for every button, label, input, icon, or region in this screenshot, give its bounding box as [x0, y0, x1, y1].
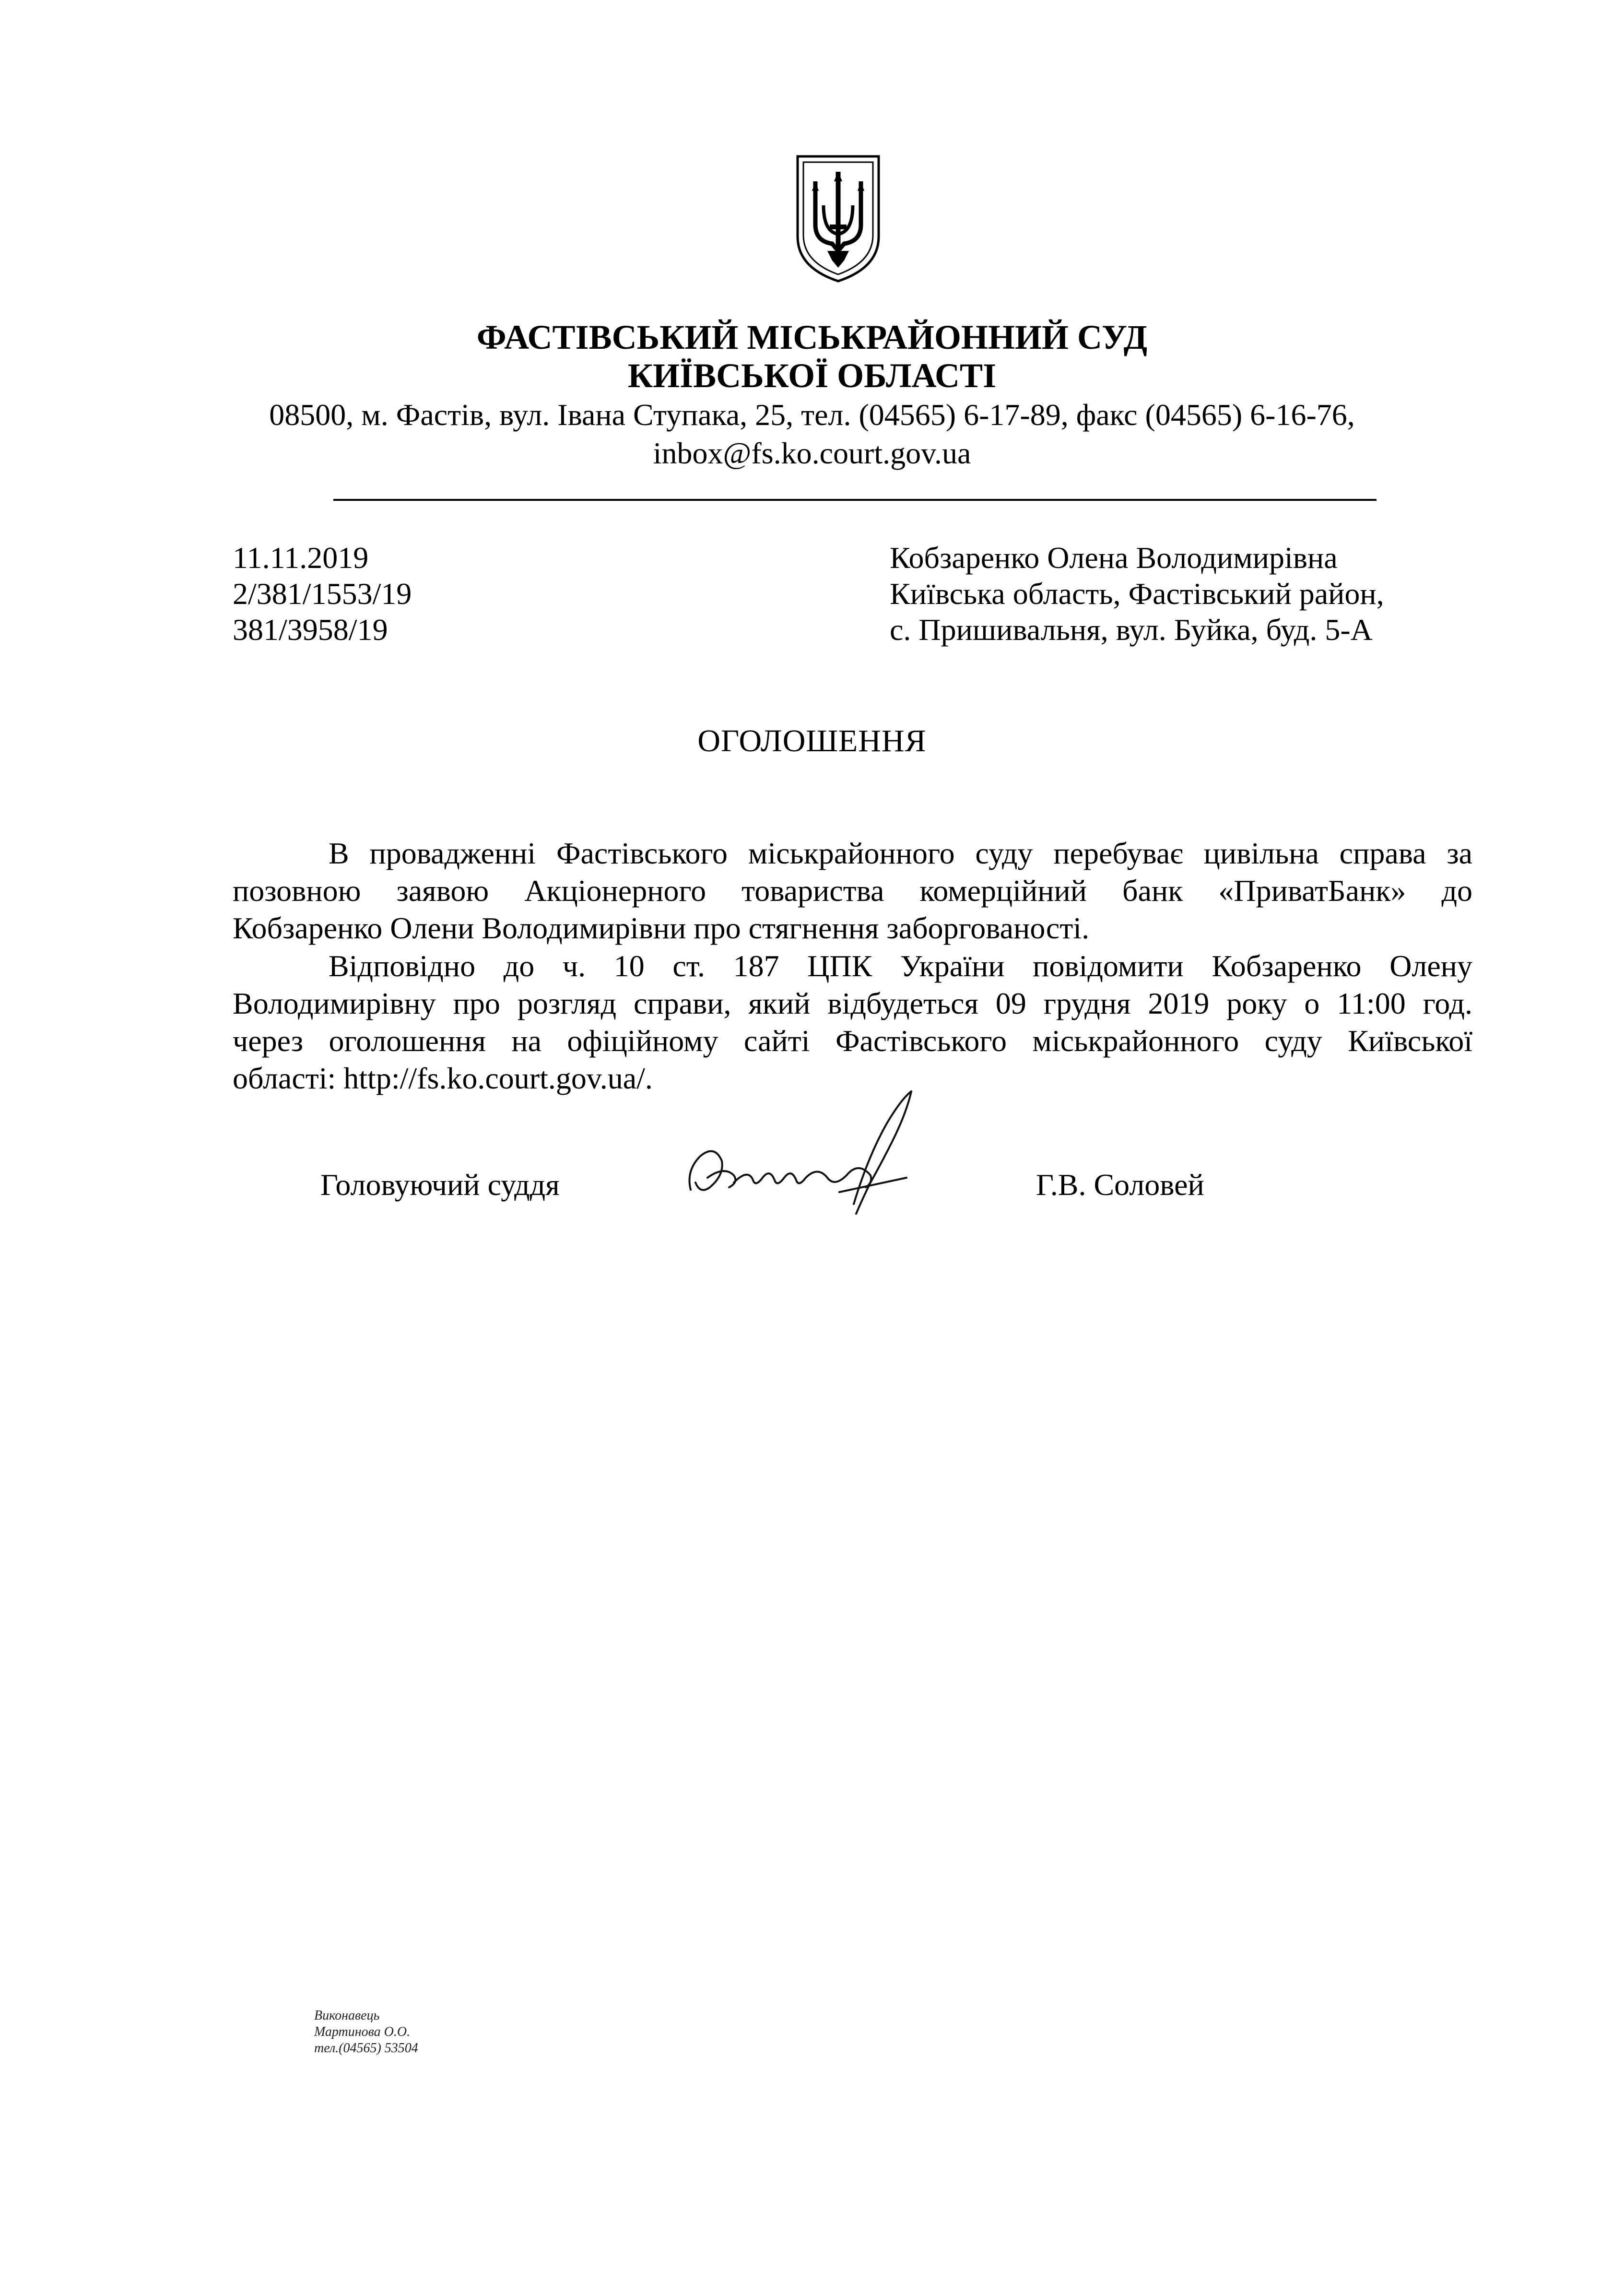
court-email: inbox@fs.ko.court.gov.ua: [653, 436, 971, 470]
recipient-name: Кобзаренко Олена Володимирівна: [890, 541, 1338, 575]
signer-role: Головуючий суддя: [320, 1168, 560, 1202]
court-name-line2: КИЇВСЬКОЇ ОБЛАСТІ: [627, 356, 997, 395]
court-contact-line1: 08500, м. Фастів, вул. Івана Ступака, 25, тел. (04565) 6-17-89, факс (04565) 6-16-76,: [269, 398, 1355, 432]
paragraph-2-line: Володимирівну про розгляд справи, який відбудеться 09 грудня 2019 року о 11:00 год.: [233, 986, 1472, 1020]
executor-label: Виконавець: [314, 2008, 380, 2023]
header-divider: [333, 499, 1377, 501]
signer-name: Г.В. Соловей: [1036, 1168, 1204, 1202]
paragraph-1-line: В провадженні Фастівського міськрайонного суду перебуває цивільна справа за: [329, 836, 1472, 870]
court-name-line1: ФАСТІВСЬКИЙ МІСЬКРАЙОННИЙ СУД: [476, 318, 1148, 356]
document-date: 11.11.2019: [233, 541, 369, 575]
case-number-1: 2/381/1553/19: [233, 577, 412, 611]
executor-name: Мартинова О.О.: [314, 2024, 411, 2039]
paragraph-1-line: Кобзаренко Олени Володимирівни про стягнення заборгованості.: [233, 911, 1090, 945]
executor-phone: тел.(04565) 53504: [314, 2041, 418, 2056]
paragraph-1-line: позовною заявою Акціонерного товариства комерційний банк «ПриватБанк» до: [233, 874, 1472, 908]
document-title: ОГОЛОШЕННЯ: [697, 723, 927, 758]
paragraph-2: [233, 947, 1472, 1097]
paragraph-2-line: Відповідно до ч. 10 ст. 187 ЦПК України повідомити Кобзаренко Олену: [329, 949, 1472, 983]
paragraph-1: [233, 835, 1472, 947]
recipient-address-line1: Київська область, Фастівський район,: [890, 577, 1384, 611]
case-number-2: 381/3958/19: [233, 613, 388, 647]
paragraph-2-line: області: http://fs.ko.court.gov.ua/.: [233, 1061, 653, 1095]
handwritten-signature-icon: [681, 1079, 930, 1223]
recipient-address-line2: с. Пришивальня, вул. Буйка, буд. 5-А: [890, 613, 1373, 647]
paragraph-2-line: через оголошення на офіційному сайті Фастівського міськрайонного суду Київської: [233, 1024, 1472, 1058]
coat-of-arms-icon: [794, 153, 883, 284]
